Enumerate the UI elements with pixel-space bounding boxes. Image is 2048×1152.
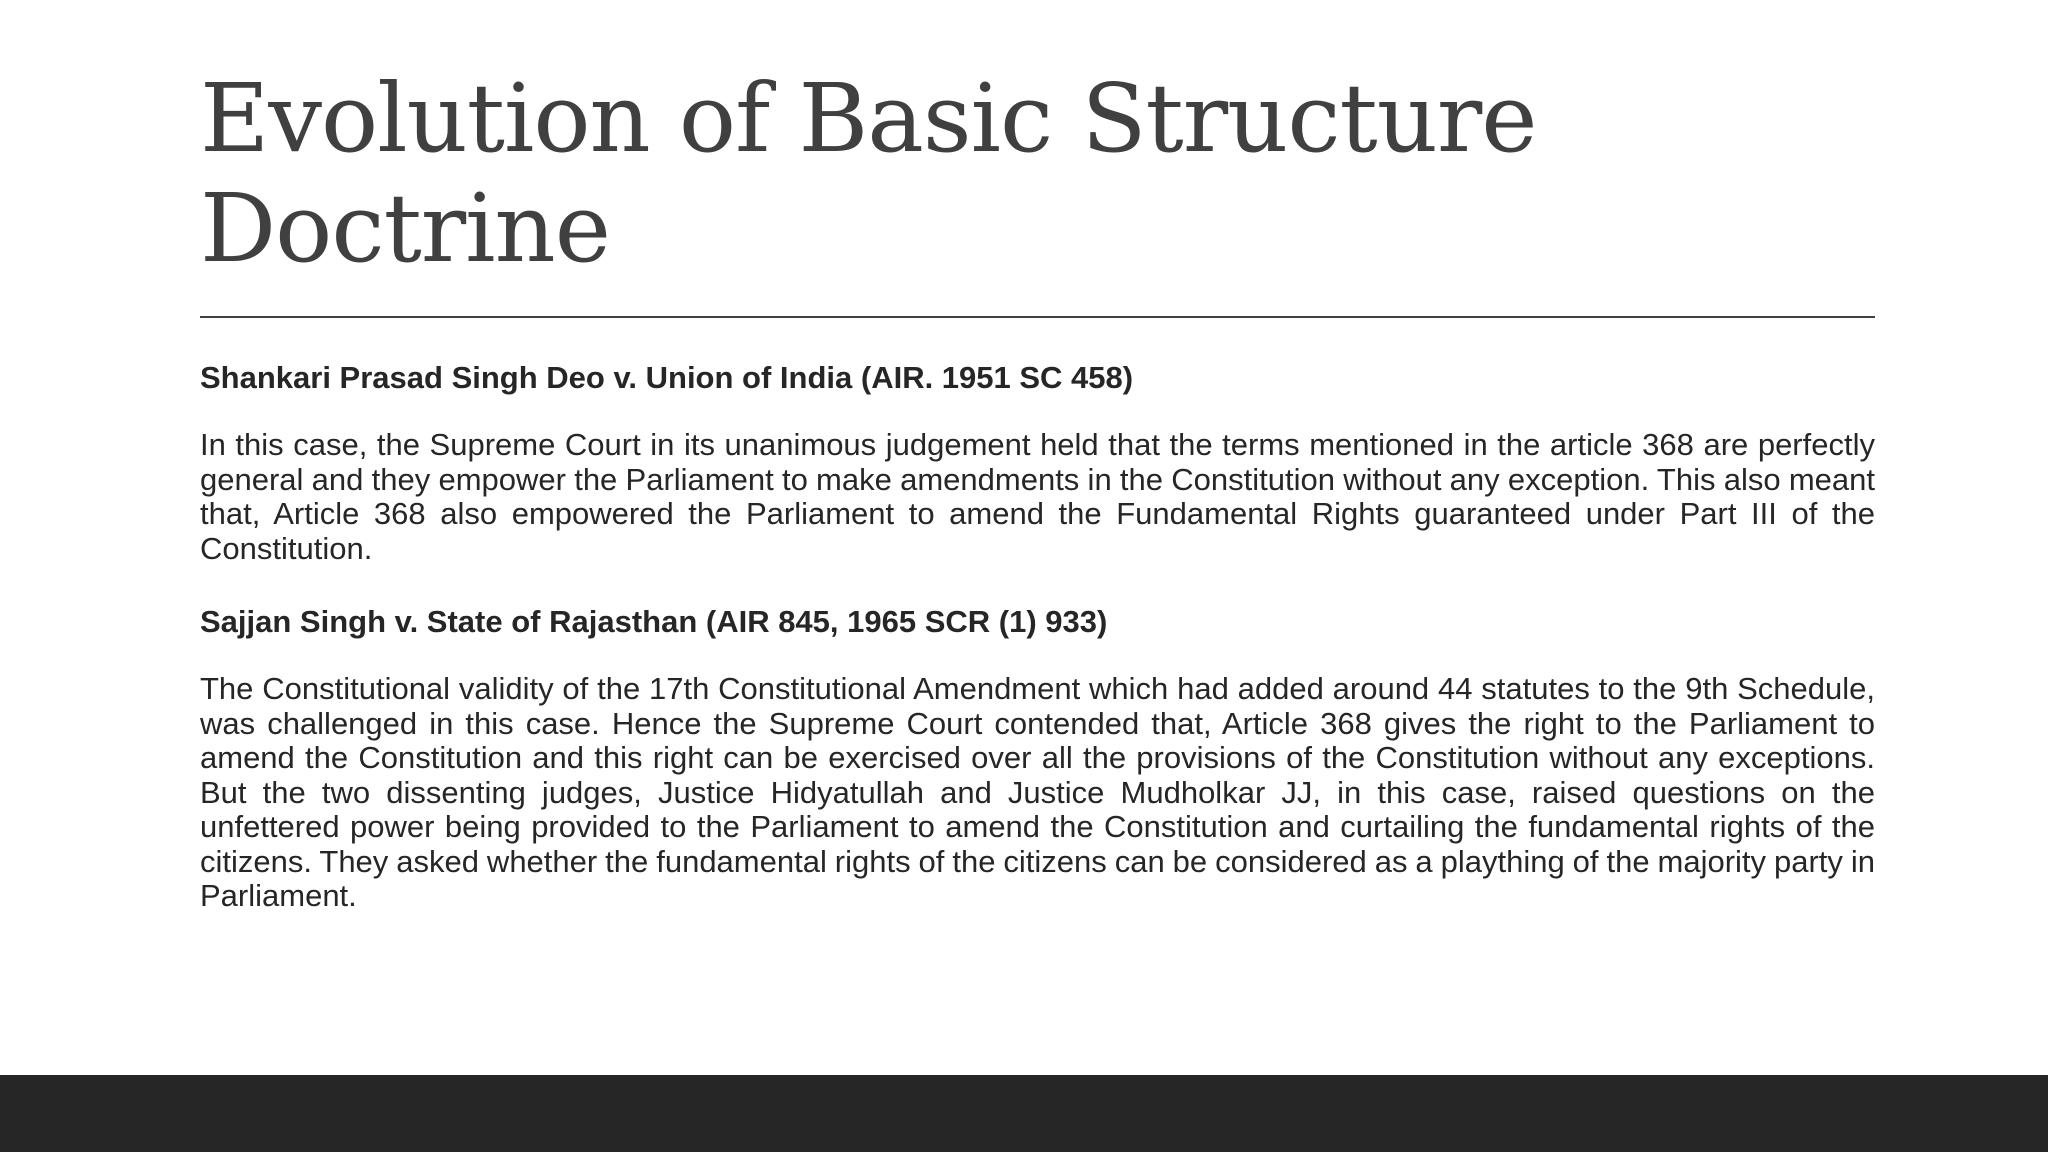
- case-heading: Shankari Prasad Singh Deo v. Union of India (AIR. 1951 SC 458): [200, 360, 1134, 395]
- footer-band: [0, 1075, 2048, 1152]
- slide-content: [200, 358, 1875, 950]
- slide-title: Evolution of Basic Structure Doctrine: [200, 64, 1537, 284]
- title-divider: [200, 316, 1875, 318]
- case-section: [200, 358, 1875, 566]
- case-body: The Constitutional validity of the 17th Constitutional Amendment which had added around 44 statutes to the 9th Schedule, was challenged in this case. Hence the Supreme Court contended that, Article 368 gives the right to the Parliament to amend the Constitution and this right can be exercised over all the provisions of the Constitution without any exceptions. But the two dissenting judges, Justice Hidyatullah and Justice Mudholkar JJ, in this case, raised questions on the unfettered power being provided to the Parliament to amend the Constitution and curtailing the fundamental rights of the citizens. They asked whether the fundamental rights of the citizens can be considered as a plaything of the majority party in Parliament.: [200, 671, 1875, 913]
- case-body: In this case, the Supreme Court in its unanimous judgement held that the terms mentioned in the article 368 are perfectly general and they empower the Parliament to make amendments in the Constitution without any exception. This also meant that, Article 368 also empowered the Parliament to amend the Fundamental Rights guaranteed under Part III of the Constitution.: [200, 427, 1875, 566]
- case-heading: Sajjan Singh v. State of Rajasthan (AIR 845, 1965 SCR (1) 933): [200, 604, 1108, 639]
- case-section: [200, 602, 1875, 914]
